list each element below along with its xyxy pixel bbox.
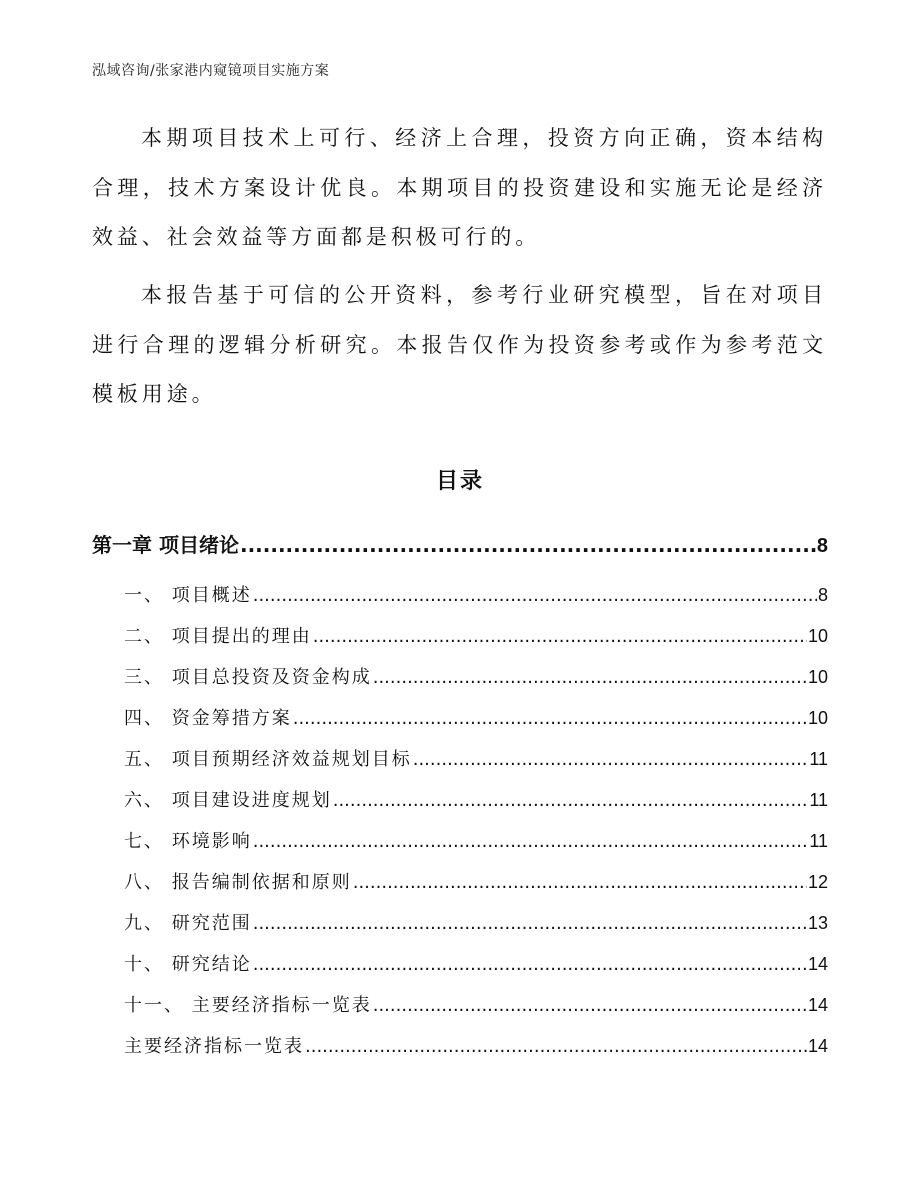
toc-page-number: 12 — [807, 872, 828, 892]
paragraph-text: 本期项目技术上可行、经济上合理，投资方向正确，资本结构合理，技术方案设计优良。本期项目的投资建设和实施无论是经济效益、社会效益等方面都是积极可行的。 — [92, 126, 827, 249]
toc-page-number: 11 — [809, 749, 828, 769]
toc-dot-leader — [333, 788, 809, 814]
toc-title: 目录 — [435, 469, 484, 494]
toc-dot-leader — [353, 870, 807, 896]
toc-entry-label: 一、 项目概述 — [124, 585, 252, 606]
toc-entry[interactable] — [124, 623, 828, 650]
toc-entry-label: 五、 项目预期经济效益规划目标 — [124, 749, 412, 770]
toc-dot-leader — [413, 747, 809, 773]
toc-entry[interactable] — [124, 951, 828, 978]
toc-entry-label: 二、 项目提出的理由 — [124, 626, 312, 647]
toc-page-number: 11 — [809, 790, 828, 810]
intro-paragraph-2 — [92, 271, 827, 420]
toc-dot-leader — [373, 993, 807, 1019]
toc-entry[interactable] — [124, 869, 828, 896]
toc-page-number: 14 — [807, 954, 828, 974]
toc-entry-chapter-1[interactable] — [92, 530, 828, 561]
toc-dot-leader — [253, 911, 807, 937]
toc-entry-label: 七、 环境影响 — [124, 831, 252, 852]
toc-page-number: 13 — [807, 913, 828, 933]
toc-entry[interactable] — [124, 992, 828, 1019]
running-header: 泓域咨询/张家港内窥镜项目实施方案 — [92, 63, 330, 79]
toc-entry[interactable] — [124, 664, 828, 691]
intro-paragraph-1 — [92, 114, 827, 263]
toc-entry-label: 六、 项目建设进度规划 — [124, 790, 332, 811]
toc-entry-label: 四、 资金筹措方案 — [124, 708, 292, 729]
toc-dot-leader — [305, 1034, 807, 1060]
toc-dot-leader — [373, 665, 807, 691]
toc-entry-label: 第一章 项目绪论 — [92, 533, 239, 557]
toc-dot-leader — [253, 583, 817, 609]
paragraph-text: 本报告基于可信的公开资料，参考行业研究模型，旨在对项目进行合理的逻辑分析研究。本报告仅作为投资参考或作为参考范文模板用途。 — [92, 283, 827, 406]
toc-page-number: 10 — [807, 667, 828, 687]
toc-entry-label: 三、 项目总投资及资金构成 — [124, 667, 372, 688]
toc-dot-leader — [253, 829, 809, 855]
toc-entry-label: 十一、 主要经济指标一览表 — [124, 995, 372, 1016]
toc-entry-label: 十、 研究结论 — [124, 954, 252, 975]
toc-page-number: 10 — [807, 708, 828, 728]
toc-entry[interactable] — [124, 582, 828, 609]
toc-entry-label: 主要经济指标一览表 — [124, 1036, 304, 1057]
toc-entry[interactable] — [124, 705, 828, 732]
toc-page-number: 14 — [807, 995, 828, 1015]
toc-page-number: 8 — [816, 535, 828, 557]
toc-entry[interactable] — [124, 910, 828, 937]
toc-dot-leader — [240, 530, 816, 560]
toc-page-number: 10 — [807, 626, 828, 646]
toc-entry-label: 九、 研究范围 — [124, 913, 252, 934]
toc-page-number: 11 — [809, 831, 828, 851]
toc-page-number: 8 — [817, 585, 828, 605]
toc-dot-leader — [313, 624, 807, 650]
toc-entry[interactable] — [124, 787, 828, 814]
toc-dot-leader — [253, 952, 807, 978]
toc-page-number: 14 — [807, 1036, 828, 1056]
toc-entry[interactable] — [124, 746, 828, 773]
toc-entry[interactable] — [124, 828, 828, 855]
toc-dot-leader — [293, 706, 807, 732]
toc-entry-label: 八、 报告编制依据和原则 — [124, 872, 352, 893]
toc-entry[interactable] — [124, 1033, 828, 1060]
